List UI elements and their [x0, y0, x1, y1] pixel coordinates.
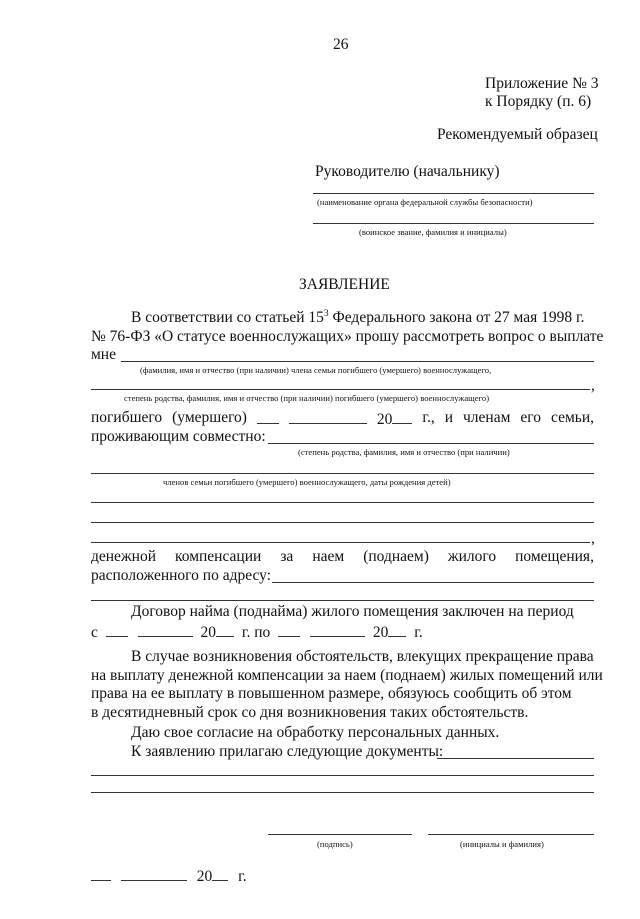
blank-month	[289, 410, 367, 424]
body-p1-line-1-b: Федерального закона от 27 мая 1998 г.	[328, 309, 585, 326]
word-deceased: погибшего	[91, 409, 163, 426]
word-residential: жилого	[447, 548, 497, 565]
word-compensation: компенсации	[175, 548, 262, 565]
word-year-abbr: г.,	[422, 409, 435, 426]
fill-line-applicant	[121, 361, 594, 362]
word-subrent: (поднаем)	[363, 548, 429, 565]
attach-label: К заявлению прилагаю следующие документы:	[131, 743, 444, 760]
word-family: семьи,	[551, 409, 594, 426]
fill-line-attach-1	[437, 758, 594, 759]
blank-from-month	[138, 623, 193, 637]
blank-to-year	[388, 623, 406, 637]
body-p1-line-1-a: В соответствии со статьей 15	[131, 309, 324, 326]
contract-end: г.	[414, 624, 423, 641]
fill-line-attach-3	[91, 792, 594, 793]
blank-date-year	[212, 867, 228, 881]
date-line	[91, 867, 247, 885]
fill-line-attach-2	[91, 775, 594, 776]
appendix-line-2: к Порядку (п. 6)	[485, 93, 592, 110]
word-his: его	[520, 409, 542, 426]
fill-line-members-1	[91, 473, 594, 474]
addressee-title: Руководителю (начальнику)	[315, 163, 500, 180]
body-p1-line-2: № 76-ФЗ «О статусе военнослужащих» прошу рассмотреть вопрос о выплате	[91, 328, 604, 345]
case-line-1: В случае возникновения обстоятельств, влекущих прекращение права	[131, 648, 594, 665]
blank-to-day	[278, 623, 300, 637]
deceased-year: 20	[376, 411, 393, 428]
living-together-label: проживающим совместно:	[91, 428, 266, 445]
word-died: (умершего)	[172, 409, 247, 426]
date-year: 20	[196, 868, 213, 885]
word-for: за	[280, 548, 294, 565]
consent-text: Даю свое согласие на обработку персональных данных.	[131, 724, 500, 741]
line-deceased	[91, 410, 594, 428]
fill-line-members-2	[91, 502, 594, 503]
case-line-4: в десятидневный срок со дня возникновения таких обстоятельств.	[91, 704, 529, 721]
case-line-2: на выплату денежной компенсации за наем (поднаем) жилых помещений или	[91, 667, 603, 684]
body-p1-line-1	[131, 310, 584, 326]
blank-date-day	[91, 867, 111, 881]
addressee-org-caption: (наименование органа федеральной службы безопасности)	[317, 197, 533, 207]
signature-caption: (подпись)	[317, 839, 353, 849]
word-rent: наем	[312, 548, 345, 565]
contract-year-2: 20	[372, 624, 389, 641]
caption-kinship-deceased: степень родства, фамилия, имя и отчество (при наличии) погибшего (умершего) военнослужащего)	[124, 393, 490, 403]
caption-members: членов семьи погибшего (умершего) военнослужащего, даты рождения детей)	[163, 477, 451, 487]
blank-from-year	[216, 623, 234, 637]
addressee-rank-line	[313, 223, 594, 224]
addressee-rank-caption: (воинское звание, фамилия и инициалы)	[359, 227, 507, 237]
case-line-3: права на ее выплату в повышенном размере, обязуюсь сообщить об этом	[91, 685, 572, 702]
fill-line-address-1	[272, 582, 594, 583]
word-and: и	[444, 409, 454, 426]
blank-year	[392, 410, 412, 424]
fill-line-living	[268, 443, 594, 444]
contract-year-1: 20	[200, 624, 217, 641]
blank-from-day	[106, 623, 128, 637]
body-p1-line-3: мне	[91, 346, 116, 363]
fill-line-member-2	[91, 389, 590, 390]
document-title: ЗАЯВЛЕНИЕ	[299, 276, 390, 293]
caption-kinship: (степень родства, фамилия, имя и отчество (при наличии)	[298, 447, 510, 457]
contract-to: г. по	[241, 624, 271, 641]
article-superscript: 3	[323, 308, 329, 319]
page-number: 26	[333, 36, 349, 53]
fill-line-address-2	[91, 600, 594, 601]
appendix-line-1: Приложение № 3	[485, 75, 599, 92]
fill-line-members-3	[91, 522, 594, 523]
line-compensation	[91, 549, 594, 565]
caption-fio-member: (фамилия, имя и отчество (при наличии) члена семьи погибшего (умершего) военнослужащего,	[140, 365, 492, 375]
blank-date-month	[121, 867, 187, 881]
word-monetary: денежной	[91, 548, 156, 565]
comma-1: ,	[591, 377, 595, 394]
contract-line-2	[91, 623, 423, 641]
addressee-org-line	[313, 193, 594, 194]
located-at-label: расположенного по адресу:	[91, 567, 271, 584]
signature-line	[268, 834, 412, 835]
word-premises: помещения,	[515, 548, 594, 565]
name-caption: (инициалы и фамилия)	[460, 839, 544, 849]
fill-line-members-4	[91, 542, 590, 543]
date-suffix: г.	[238, 868, 247, 885]
name-line	[428, 834, 594, 835]
contract-line-1: Договор найма (поднайма) жилого помещения заключен на период	[131, 603, 574, 620]
deceased-year-group	[377, 410, 413, 428]
contract-from: с	[91, 624, 98, 641]
comma-2: ,	[591, 530, 595, 547]
sample-label: Рекомендуемый образец	[437, 126, 598, 143]
word-members: членам	[463, 409, 511, 426]
blank-to-month	[310, 623, 365, 637]
blank-day	[257, 410, 279, 424]
